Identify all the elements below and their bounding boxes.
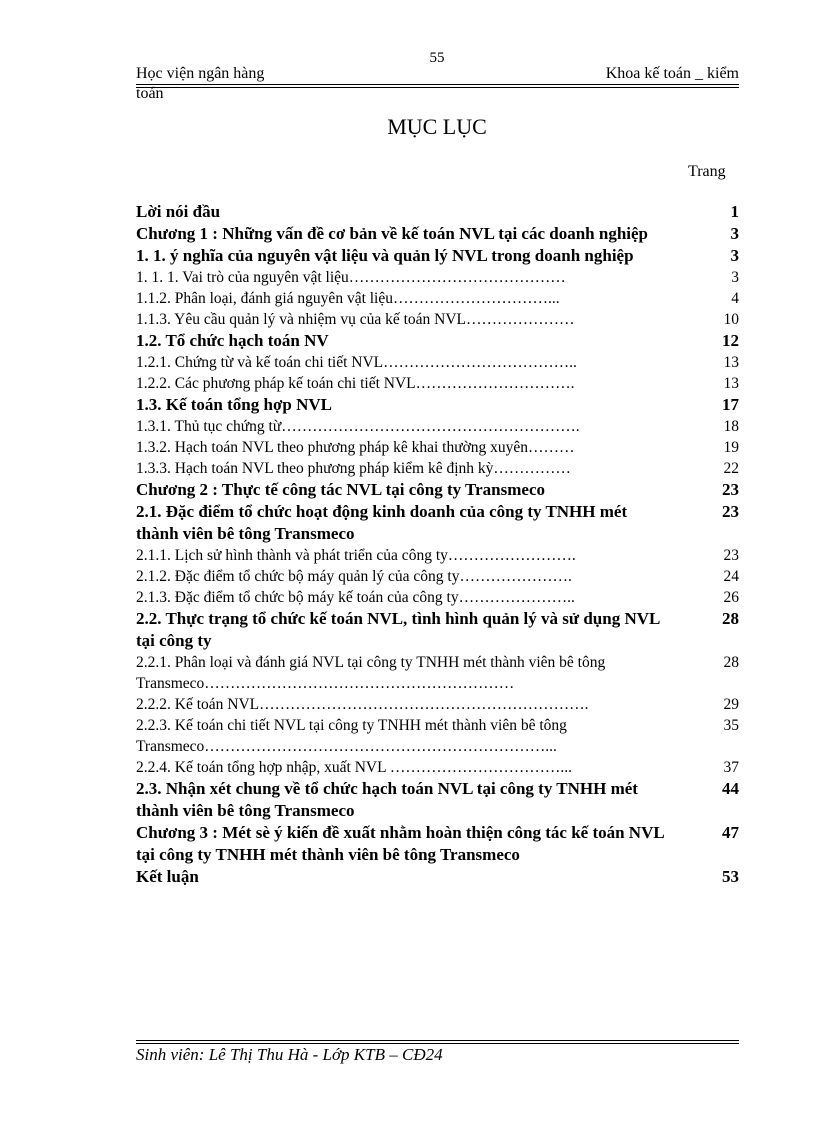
toc-entry — [136, 394, 739, 416]
toc-entry-page: 12 — [722, 331, 739, 350]
toc-entry-title: 1.1.2. Phân loại, đánh giá nguyên vật liệu…………………………... — [136, 290, 560, 307]
toc-entry-page: 23 — [722, 502, 739, 521]
toc-entry-title: 2.2.2. Kế toán NVL………………………………………………………. — [136, 696, 589, 713]
toc-entry-title: 1.1.3. Yêu cầu quản lý và nhiệm vụ của kế toán NVL………………… — [136, 311, 575, 328]
toc-entry-page: 23 — [722, 480, 739, 499]
toc-entry-page: 53 — [722, 867, 739, 886]
toc-entry-title: 2.1.3. Đặc điểm tổ chức bộ máy kế toán của công ty………………….. — [136, 589, 575, 606]
toc-entry-page: 29 — [723, 696, 739, 713]
toc-entry-title: 2.2. Thực trạng tổ chức kế toán NVL, tình hình quản lý và sử dụng NVL tại công ty — [136, 609, 660, 650]
toc-entry — [136, 416, 739, 437]
toc-entry-title: 1.2. Tổ chức hạch toán NV — [136, 331, 329, 350]
toc-entry-page: 18 — [723, 418, 739, 435]
toc-entry-page: 3 — [731, 269, 739, 286]
footer-rule — [136, 1043, 739, 1044]
toc-entry-page: 24 — [723, 568, 739, 585]
header-institution: Học viện ngân hàng — [136, 65, 265, 82]
toc-entry-title: 1.2.2. Các phương pháp kế toán chi tiết NVL…………………………. — [136, 375, 575, 392]
toc-entry-page: 23 — [723, 547, 739, 564]
toc-entry-title: Chương 2 : Thực tế công tác NVL tại công ty Transmeco — [136, 480, 545, 499]
toc-entry-title: 1.3.1. Thủ tục chứng từ…………………………………………………. — [136, 418, 580, 435]
page-column-label: Trang — [688, 163, 726, 180]
header-faculty: Khoa kế toán _ kiểm — [605, 65, 739, 82]
toc-entry-page: 22 — [723, 460, 739, 477]
toc-entry — [136, 330, 739, 352]
toc-entry-page: 1 — [730, 202, 739, 221]
toc-entry — [136, 267, 739, 288]
toc-entry — [136, 822, 739, 866]
toc-entry-page: 13 — [723, 354, 739, 371]
toc-entry-page: 44 — [722, 779, 739, 798]
toc-entry-page: 28 — [723, 654, 739, 671]
toc-entry-page: 10 — [723, 311, 739, 328]
toc-entry-page: 3 — [730, 246, 739, 265]
header-rule — [136, 84, 739, 85]
toc-entry-title: 2.2.3. Kế toán chi tiết NVL tại công ty TNHH mét thành viên bê tông Transmeco…………………………………………………………... — [136, 717, 567, 755]
toc-entry — [136, 866, 739, 888]
toc-title: MỤC LỤC — [387, 114, 487, 139]
table-of-contents — [136, 201, 739, 888]
toc-entry — [136, 223, 739, 245]
toc-entry — [136, 652, 739, 694]
toc-entry-page: 4 — [731, 290, 739, 307]
toc-entry — [136, 694, 739, 715]
toc-entry-page: 3 — [730, 224, 739, 243]
toc-entry-title: Lời nói đầu — [136, 202, 221, 221]
toc-entry-title: 1.2.1. Chứng từ và kế toán chi tiết NVL……………………………….. — [136, 354, 577, 371]
toc-entry — [136, 479, 739, 501]
toc-entry-title: Chương 3 : Mét sè ý kiến đề xuất nhằm hoàn thiện công tác kế toán NVL tại công ty TNHH mét thành viên bê tông Transmeco — [136, 823, 664, 864]
toc-entry — [136, 245, 739, 267]
toc-entry-title: Chương 1 : Những vấn đề cơ bản về kế toán NVL tại các doanh nghiệp — [136, 224, 649, 243]
toc-entry — [136, 352, 739, 373]
toc-entry — [136, 458, 739, 479]
toc-entry-title: 2.1.2. Đặc điểm tổ chức bộ máy quản lý của công ty…………………. — [136, 568, 572, 585]
toc-entry-page: 17 — [722, 395, 739, 414]
toc-entry-title: 2.1. Đặc điểm tổ chức hoạt động kinh doanh của công ty TNHH mét thành viên bê tông Transmeco — [136, 502, 628, 543]
toc-entry-title: 1. 1. ý nghĩa của nguyên vật liệu và quản lý NVL trong doanh nghiệp — [136, 246, 634, 265]
toc-entry-page: 26 — [723, 589, 739, 606]
toc-entry — [136, 201, 739, 223]
toc-entry — [136, 778, 739, 822]
toc-entry — [136, 587, 739, 608]
toc-entry-title: Kết luận — [136, 867, 199, 886]
toc-entry — [136, 501, 739, 545]
footer-rule-thin — [136, 1040, 739, 1041]
page-number: 55 — [429, 50, 445, 66]
toc-entry — [136, 437, 739, 458]
toc-entry — [136, 566, 739, 587]
toc-entry — [136, 373, 739, 394]
toc-entry-page: 47 — [722, 823, 739, 842]
header-rule-thin — [136, 87, 739, 88]
toc-entry-title: 1.3.2. Hạch toán NVL theo phương pháp kê khai thường xuyên……… — [136, 439, 575, 456]
toc-entry — [136, 545, 739, 566]
header-faculty-continued: toán — [136, 85, 164, 102]
toc-entry-title: 2.3. Nhận xét chung về tổ chức hạch toán NVL tại công ty TNHH mét thành viên bê tông Transmeco — [136, 779, 638, 820]
toc-entry — [136, 288, 739, 309]
toc-entry-title: 1.3.3. Hạch toán NVL theo phương pháp kiểm kê định kỳ…………… — [136, 460, 571, 477]
toc-entry-title: 1. 1. 1. Vai trò của nguyên vật liệu…………………………………… — [136, 269, 566, 286]
toc-entry — [136, 309, 739, 330]
toc-entry-page: 37 — [723, 759, 739, 776]
toc-entry-page: 35 — [723, 717, 739, 734]
toc-entry-title: 2.1.1. Lịch sử hình thành và phát triển của công ty……………………. — [136, 547, 576, 564]
toc-entry-page: 28 — [722, 609, 739, 628]
toc-entry — [136, 757, 739, 778]
toc-entry-page: 19 — [723, 439, 739, 456]
toc-entry-title: 2.2.4. Kế toán tổng hợp nhập, xuất NVL ……………………………... — [136, 759, 572, 776]
toc-entry-page: 13 — [723, 375, 739, 392]
footer-student: Sinh viên: Lê Thị Thu Hà - Lớp KTB – CĐ24 — [136, 1045, 443, 1064]
toc-entry — [136, 715, 739, 757]
toc-entry-title: 1.3. Kế toán tổng hợp NVL — [136, 395, 332, 414]
toc-entry — [136, 608, 739, 652]
toc-entry-title: 2.2.1. Phân loại và đánh giá NVL tại công ty TNHH mét thành viên bê tông Transmeco…………………………………………………… — [136, 654, 606, 692]
